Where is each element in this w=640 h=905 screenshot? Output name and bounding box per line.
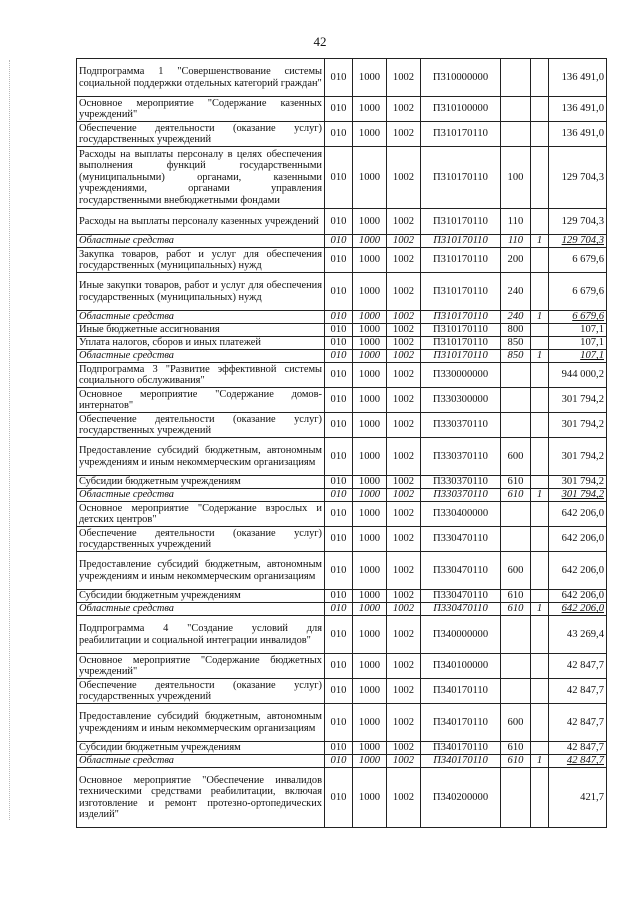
funding-source-code: 1 [531,603,549,616]
subsection-code: 1002 [387,324,421,337]
ministry-code: 010 [325,235,353,248]
ministry-code: 010 [325,248,353,273]
table-row [77,704,607,742]
amount: 6 679,6 [549,273,607,311]
funding-source-code [531,768,549,828]
row-name: Обеспечение деятельности (оказание услуг) государственных учреждений [77,413,325,438]
funding-source-code [531,742,549,755]
table-row [77,502,607,527]
section-code: 1000 [353,590,387,603]
ministry-code: 010 [325,590,353,603]
row-name: Обеспечение деятельности (оказание услуг) государственных учреждений [77,679,325,704]
expense-type-code [501,768,531,828]
subsection-code: 1002 [387,755,421,768]
section-code: 1000 [353,388,387,413]
table-row [77,742,607,755]
section-code: 1000 [353,489,387,502]
expense-type-code: 240 [501,311,531,324]
section-code: 1000 [353,438,387,476]
target-article-code: П310100000 [421,97,501,122]
table-row [77,527,607,552]
section-code: 1000 [353,273,387,311]
expense-type-code: 110 [501,209,531,235]
table-row [77,147,607,209]
amount: 642 206,0 [549,527,607,552]
funding-source-code: 1 [531,235,549,248]
subsection-code: 1002 [387,603,421,616]
table-row [77,209,607,235]
expense-type-code [501,388,531,413]
expense-type-code: 610 [501,590,531,603]
expense-type-code: 600 [501,704,531,742]
amount: 129 704,3 [549,209,607,235]
amount: 301 794,2 [549,476,607,489]
funding-source-code [531,413,549,438]
funding-source-code [531,273,549,311]
funding-source-code [531,654,549,679]
subsection-code: 1002 [387,122,421,147]
funding-source-code [531,363,549,388]
ministry-code: 010 [325,350,353,363]
ministry-code: 010 [325,603,353,616]
row-name: Подпрограмма 3 "Развитие эффективной системы социального обслуживания" [77,363,325,388]
amount: 42 847,7 [549,704,607,742]
ministry-code: 010 [325,337,353,350]
funding-source-code: 1 [531,489,549,502]
row-name: Иные бюджетные ассигнования [77,324,325,337]
table-row [77,122,607,147]
subsection-code: 1002 [387,209,421,235]
expense-type-code [501,363,531,388]
section-code: 1000 [353,552,387,590]
ministry-code: 010 [325,768,353,828]
section-code: 1000 [353,755,387,768]
subsection-code: 1002 [387,413,421,438]
funding-source-code [531,552,549,590]
row-name: Областные средства [77,755,325,768]
amount: 642 206,0 [549,603,607,616]
subsection-code: 1002 [387,147,421,209]
funding-source-code [531,147,549,209]
ministry-code: 010 [325,147,353,209]
expense-type-code [501,122,531,147]
subsection-code: 1002 [387,363,421,388]
amount: 301 794,2 [549,489,607,502]
subsection-code: 1002 [387,248,421,273]
amount: 642 206,0 [549,552,607,590]
row-name: Основное мероприятие "Обеспечение инвалидов техническими средствами реабилитации, включая изготовление и ремонт протезно-ортопедических изделий" [77,768,325,828]
table-row [77,768,607,828]
subsection-code: 1002 [387,616,421,654]
ministry-code: 010 [325,311,353,324]
amount: 42 847,7 [549,742,607,755]
table-row [77,413,607,438]
row-name: Основное мероприятие "Содержание взрослых и детских центров" [77,502,325,527]
subsection-code: 1002 [387,350,421,363]
subsection-code: 1002 [387,273,421,311]
funding-source-code [531,616,549,654]
expense-type-code: 240 [501,273,531,311]
ministry-code: 010 [325,755,353,768]
ministry-code: 010 [325,273,353,311]
ministry-code: 010 [325,742,353,755]
expense-type-code: 100 [501,147,531,209]
subsection-code: 1002 [387,679,421,704]
subsection-code: 1002 [387,235,421,248]
section-code: 1000 [353,122,387,147]
funding-source-code [531,337,549,350]
target-article-code: П310170110 [421,235,501,248]
section-code: 1000 [353,209,387,235]
amount: 642 206,0 [549,502,607,527]
funding-source-code [531,97,549,122]
amount: 136 491,0 [549,59,607,97]
funding-source-code [531,590,549,603]
expense-type-code: 610 [501,489,531,502]
amount: 42 847,7 [549,679,607,704]
section-code: 1000 [353,324,387,337]
amount: 301 794,2 [549,388,607,413]
subsection-code: 1002 [387,97,421,122]
subsection-code: 1002 [387,590,421,603]
row-name: Областные средства [77,603,325,616]
subsection-code: 1002 [387,742,421,755]
target-article-code: П340200000 [421,768,501,828]
ministry-code: 010 [325,59,353,97]
section-code: 1000 [353,616,387,654]
section-code: 1000 [353,248,387,273]
row-name: Подпрограмма 4 "Создание условий для реабилитации и социальной интеграции инвалидов" [77,616,325,654]
ministry-code: 010 [325,388,353,413]
subsection-code: 1002 [387,768,421,828]
section-code: 1000 [353,311,387,324]
ministry-code: 010 [325,209,353,235]
section-code: 1000 [353,337,387,350]
section-code: 1000 [353,654,387,679]
table-row [77,552,607,590]
page-number: 42 [313,34,327,49]
table-row [77,59,607,97]
subsection-code: 1002 [387,438,421,476]
expense-type-code: 850 [501,350,531,363]
funding-source-code [531,476,549,489]
target-article-code: П330370110 [421,438,501,476]
target-article-code: П330370110 [421,413,501,438]
target-article-code: П310170110 [421,122,501,147]
target-article-code: П330400000 [421,502,501,527]
section-code: 1000 [353,603,387,616]
table-row [77,616,607,654]
table-row [77,388,607,413]
table-row [77,489,607,502]
target-article-code: П330470110 [421,552,501,590]
expense-type-code [501,59,531,97]
target-article-code: П310170110 [421,311,501,324]
amount: 42 847,7 [549,755,607,768]
section-code: 1000 [353,363,387,388]
row-name: Предоставление субсидий бюджетным, автономным учреждениям и иным некоммерческим организациям [77,552,325,590]
target-article-code: П310170110 [421,248,501,273]
amount: 642 206,0 [549,590,607,603]
amount: 129 704,3 [549,147,607,209]
target-article-code: П310170110 [421,337,501,350]
ministry-code: 010 [325,654,353,679]
ministry-code: 010 [325,97,353,122]
row-name: Областные средства [77,489,325,502]
funding-source-code: 1 [531,350,549,363]
expense-type-code: 610 [501,742,531,755]
subsection-code: 1002 [387,337,421,350]
row-name: Закупка товаров, работ и услуг для обеспечения государственных (муниципальных) нужд [77,248,325,273]
table-row [77,755,607,768]
expense-type-code: 850 [501,337,531,350]
target-article-code: П330370110 [421,476,501,489]
amount: 944 000,2 [549,363,607,388]
ministry-code: 010 [325,489,353,502]
table-row [77,476,607,489]
expense-type-code: 610 [501,603,531,616]
amount: 136 491,0 [549,122,607,147]
ministry-code: 010 [325,679,353,704]
funding-source-code [531,679,549,704]
amount: 107,1 [549,337,607,350]
row-name: Предоставление субсидий бюджетным, автономным учреждениям и иным некоммерческим организациям [77,704,325,742]
subsection-code: 1002 [387,654,421,679]
row-name: Основное мероприятие "Содержание домов-интернатов" [77,388,325,413]
table-row [77,311,607,324]
subsection-code: 1002 [387,552,421,590]
section-code: 1000 [353,476,387,489]
table-row [77,438,607,476]
ministry-code: 010 [325,324,353,337]
expense-type-code [501,97,531,122]
row-name: Областные средства [77,235,325,248]
amount: 107,1 [549,324,607,337]
ministry-code: 010 [325,122,353,147]
section-code: 1000 [353,235,387,248]
amount: 43 269,4 [549,616,607,654]
row-name: Обеспечение деятельности (оказание услуг) государственных учреждений [77,122,325,147]
expense-type-code [501,527,531,552]
section-code: 1000 [353,350,387,363]
funding-source-code [531,527,549,552]
row-name: Субсидии бюджетным учреждениям [77,590,325,603]
expense-type-code: 610 [501,755,531,768]
expense-type-code: 200 [501,248,531,273]
budget-table [76,58,607,828]
margin-scan-mark [9,60,11,820]
amount: 136 491,0 [549,97,607,122]
target-article-code: П330470110 [421,603,501,616]
section-code: 1000 [353,679,387,704]
expense-type-code: 600 [501,552,531,590]
table-row [77,235,607,248]
expense-type-code: 110 [501,235,531,248]
section-code: 1000 [353,147,387,209]
row-name: Уплата налогов, сборов и иных платежей [77,337,325,350]
target-article-code: П340170110 [421,742,501,755]
funding-source-code [531,388,549,413]
expense-type-code: 610 [501,476,531,489]
table-row [77,97,607,122]
expense-type-code [501,679,531,704]
row-name: Расходы на выплаты персоналу в целях обеспечения выполнения функций государственными (муниципальными) органами, казенными учреждениями, органами управления государственными внебюджетными фондами [77,147,325,209]
ministry-code: 010 [325,413,353,438]
row-name: Основное мероприятие "Содержание бюджетных учреждений" [77,654,325,679]
table-row [77,603,607,616]
target-article-code: П310170110 [421,147,501,209]
row-name: Подпрограмма 1 "Совершенствование системы социальной поддержки отдельных категорий граждан" [77,59,325,97]
expense-type-code: 800 [501,324,531,337]
row-name: Основное мероприятие "Содержание казенных учреждений" [77,97,325,122]
subsection-code: 1002 [387,489,421,502]
subsection-code: 1002 [387,388,421,413]
subsection-code: 1002 [387,704,421,742]
target-article-code: П330000000 [421,363,501,388]
target-article-code: П310170110 [421,324,501,337]
expense-type-code: 600 [501,438,531,476]
target-article-code: П330300000 [421,388,501,413]
subsection-code: 1002 [387,502,421,527]
row-name: Субсидии бюджетным учреждениям [77,476,325,489]
amount: 421,7 [549,768,607,828]
target-article-code: П310170110 [421,209,501,235]
target-article-code: П340170110 [421,704,501,742]
amount: 129 704,3 [549,235,607,248]
table-row [77,679,607,704]
ministry-code: 010 [325,476,353,489]
table-row [77,324,607,337]
row-name: Областные средства [77,311,325,324]
ministry-code: 010 [325,363,353,388]
target-article-code: П340000000 [421,616,501,654]
section-code: 1000 [353,527,387,552]
section-code: 1000 [353,768,387,828]
funding-source-code [531,438,549,476]
section-code: 1000 [353,413,387,438]
table-row [77,337,607,350]
row-name: Предоставление субсидий бюджетным, автономным учреждениям и иным некоммерческим организациям [77,438,325,476]
section-code: 1000 [353,97,387,122]
subsection-code: 1002 [387,476,421,489]
funding-source-code [531,704,549,742]
ministry-code: 010 [325,704,353,742]
amount: 6 679,6 [549,311,607,324]
row-name: Обеспечение деятельности (оказание услуг) государственных учреждений [77,527,325,552]
ministry-code: 010 [325,616,353,654]
funding-source-code [531,248,549,273]
amount: 6 679,6 [549,248,607,273]
ministry-code: 010 [325,527,353,552]
expense-type-code [501,413,531,438]
amount: 42 847,7 [549,654,607,679]
funding-source-code [531,59,549,97]
row-name: Областные средства [77,350,325,363]
amount: 301 794,2 [549,413,607,438]
funding-source-code [531,209,549,235]
section-code: 1000 [353,742,387,755]
subsection-code: 1002 [387,527,421,552]
amount: 301 794,2 [549,438,607,476]
table-row [77,350,607,363]
target-article-code: П340170110 [421,679,501,704]
amount: 107,1 [549,350,607,363]
ministry-code: 010 [325,552,353,590]
row-name: Субсидии бюджетным учреждениям [77,742,325,755]
table-row [77,248,607,273]
target-article-code: П340170110 [421,755,501,768]
target-article-code: П330370110 [421,489,501,502]
target-article-code: П310170110 [421,350,501,363]
table-row [77,590,607,603]
ministry-code: 010 [325,502,353,527]
subsection-code: 1002 [387,59,421,97]
table-row [77,273,607,311]
target-article-code: П340100000 [421,654,501,679]
target-article-code: П310170110 [421,273,501,311]
table-row [77,654,607,679]
funding-source-code [531,324,549,337]
expense-type-code [501,654,531,679]
funding-source-code [531,122,549,147]
funding-source-code: 1 [531,755,549,768]
expense-type-code [501,502,531,527]
table-row [77,363,607,388]
section-code: 1000 [353,59,387,97]
target-article-code: П310000000 [421,59,501,97]
ministry-code: 010 [325,438,353,476]
expense-type-code [501,616,531,654]
section-code: 1000 [353,704,387,742]
row-name: Расходы на выплаты персоналу казенных учреждений [77,209,325,235]
funding-source-code [531,502,549,527]
funding-source-code: 1 [531,311,549,324]
target-article-code: П330470110 [421,590,501,603]
subsection-code: 1002 [387,311,421,324]
section-code: 1000 [353,502,387,527]
row-name: Иные закупки товаров, работ и услуг для обеспечения государственных (муниципальных) нужд [77,273,325,311]
target-article-code: П330470110 [421,527,501,552]
